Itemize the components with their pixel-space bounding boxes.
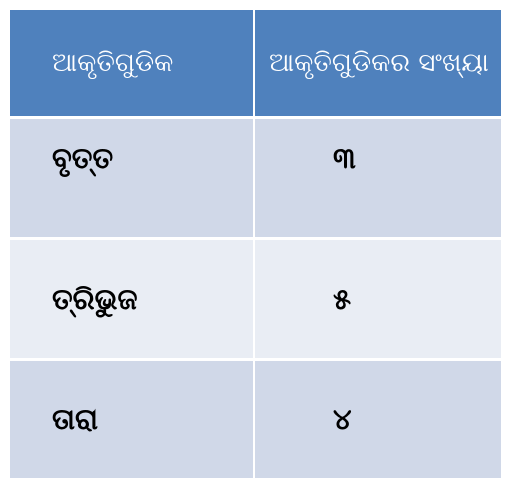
- header-shape-count: ଆକୃତିଗୁଡିକର ସଂଖ୍ୟା: [255, 10, 501, 116]
- row-star-count: ୪: [255, 358, 501, 478]
- row-triangle-count: ୫: [255, 237, 501, 358]
- header-shapes: ଆକୃତିଗୁଡିକ: [10, 10, 255, 116]
- row-triangle-shape: ତ୍ରିଭୁଜ: [10, 237, 255, 358]
- row-circle-count: ୩: [255, 116, 501, 237]
- shape-count-table: [10, 10, 501, 478]
- row-circle-shape: ବୃତ୍ତ: [10, 116, 255, 237]
- row-star-shape: ତାରା: [10, 358, 255, 478]
